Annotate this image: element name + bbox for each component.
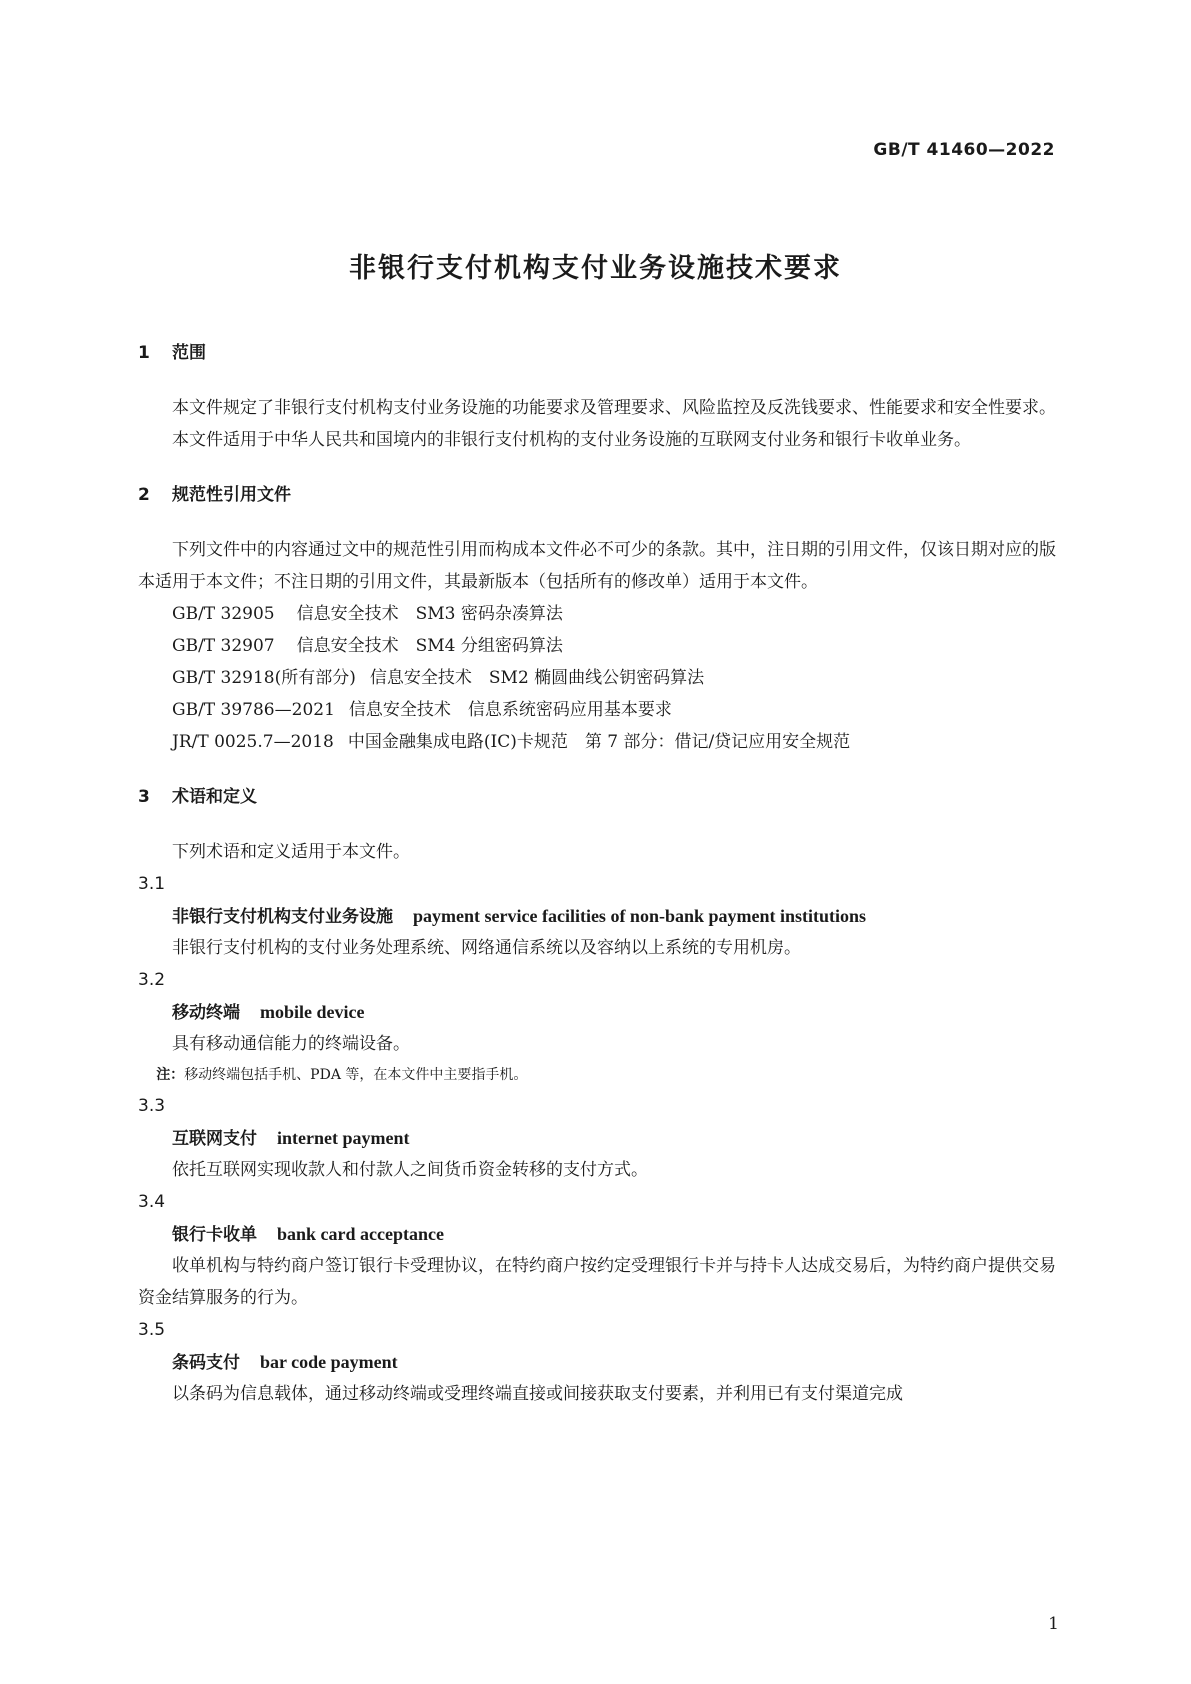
term-heading [138,1346,1056,1378]
section-2-heading [138,482,1056,508]
note-label: 注： [156,1067,185,1083]
reference-item [138,694,1056,726]
term-heading [138,1122,1056,1154]
term-heading [138,1218,1056,1250]
reference-item [138,662,1056,694]
term-number: 3.1 [138,874,166,894]
term-definition: 非银行支付机构的支付业务处理系统、网络通信系统以及容纳以上系统的专用机房。 [172,938,801,958]
reference-code: GB/T 39786—2021 [172,700,335,720]
document-body [138,340,1056,1410]
term-name-en: bar code payment [260,1352,398,1372]
term-name-zh: 银行卡收单 [172,1225,257,1245]
term-note [138,1060,1056,1090]
term-number: 3.3 [138,1096,166,1116]
term-definition: 具有移动通信能力的终端设备。 [172,1034,410,1054]
reference-code: GB/T 32907 [172,636,275,656]
section-1-heading [138,340,1056,366]
term-number: 3.5 [138,1320,166,1340]
section-title: 术语和定义 [172,787,257,807]
section-3-heading [138,784,1056,810]
page-number: 1 [1048,1614,1059,1634]
scope-paragraph-2: 本文件适用于中华人民共和国境内的非银行支付机构的支付业务设施的互联网支付业务和银行卡收单业务。 [172,430,971,450]
term-name-en: bank card acceptance [277,1224,444,1244]
term-number: 3.4 [138,1192,166,1212]
section-number: 2 [138,485,150,505]
reference-title: 信息安全技术 SM4 分组密码算法 [296,636,563,656]
term-name-zh: 互联网支付 [172,1129,257,1149]
term-heading [138,900,1056,932]
term-name-zh: 条码支付 [172,1353,240,1373]
reference-title: 中国金融集成电路(IC)卡规范 第 7 部分：借记/贷记应用安全规范 [347,732,851,752]
term-definition: 依托互联网实现收款人和付款人之间货币资金转移的支付方式。 [172,1160,648,1180]
references-intro: 下列文件中的内容通过文中的规范性引用而构成本文件必不可少的条款。其中，注日期的引用文件，仅该日期对应的版本适用于本文件；不注日期的引用文件，其最新版本（包括所有的修改单）适用于本文件。 [138,540,1056,592]
reference-item [138,598,1056,630]
standard-code: GB/T 41460—2022 [873,140,1055,160]
scope-paragraph-1: 本文件规定了非银行支付机构支付业务设施的功能要求及管理要求、风险监控及反洗钱要求、性能要求和安全性要求。 [172,398,1056,418]
reference-code: JR/T 0025.7—2018 [172,732,334,752]
term-name-zh: 移动终端 [172,1003,240,1023]
reference-code: GB/T 32905 [172,604,275,624]
section-title: 规范性引用文件 [172,485,291,505]
note-text: 移动终端包括手机、PDA 等，在本文件中主要指手机。 [184,1067,528,1083]
reference-item [138,726,1056,758]
term-name-en: payment service facilities of non-bank payment institutions [413,906,867,926]
term-name-zh: 非银行支付机构支付业务设施 [172,907,393,927]
term-number: 3.2 [138,970,166,990]
section-title: 范围 [172,343,206,363]
term-name-en: mobile device [260,1002,365,1022]
term-name-en: internet payment [277,1128,410,1148]
terms-intro: 下列术语和定义适用于本文件。 [172,842,410,862]
reference-code: GB/T 32918(所有部分) [172,668,356,688]
section-number: 3 [138,787,150,807]
reference-title: 信息安全技术 SM3 密码杂凑算法 [296,604,563,624]
term-definition: 以条码为信息载体，通过移动终端或受理终端直接或间接获取支付要素，并利用已有支付渠道完成 [172,1384,903,1404]
section-number: 1 [138,343,150,363]
term-heading [138,996,1056,1028]
term-definition: 收单机构与特约商户签订银行卡受理协议，在特约商户按约定受理银行卡并与持卡人达成交易后，为特约商户提供交易资金结算服务的行为。 [138,1256,1056,1308]
reference-title: 信息安全技术 信息系统密码应用基本要求 [348,700,672,720]
reference-item [138,630,1056,662]
document-title: 非银行支付机构支付业务设施技术要求 [349,253,842,284]
reference-title: 信息安全技术 SM2 椭圆曲线公钥密码算法 [369,668,705,688]
